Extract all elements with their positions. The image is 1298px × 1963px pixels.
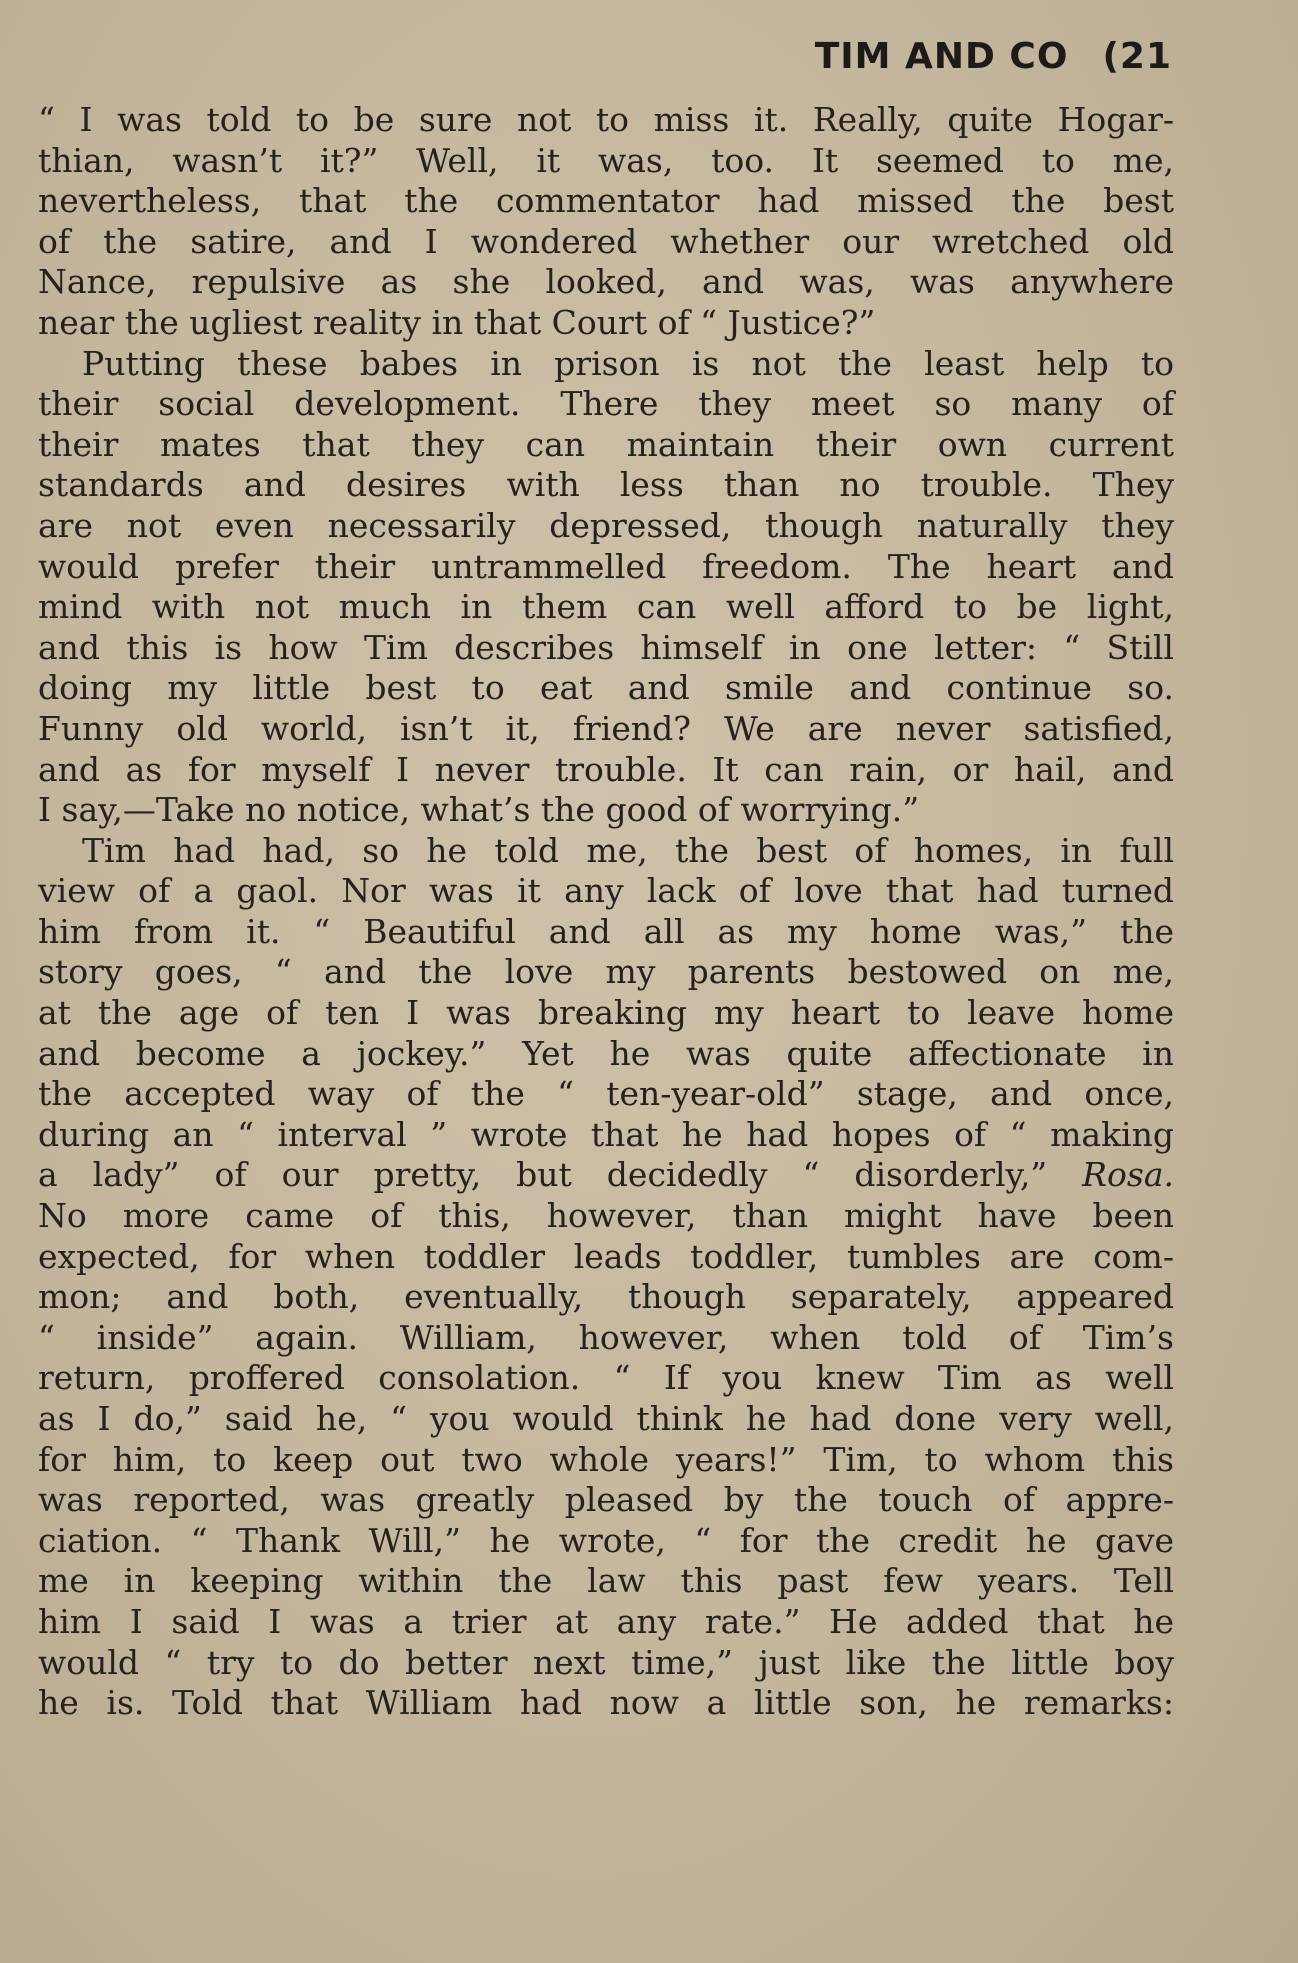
text-line: Putting these babes in prison is not the least help to — [82, 343, 1174, 383]
text-line: and this is how Tim describes himself in one letter: “ Still — [38, 627, 1174, 667]
text-line: he is. Told that William had now a little son, he remarks: — [38, 1683, 1174, 1723]
text-line: their social development. There they meet so many of — [38, 384, 1174, 424]
text-line: of the satire, and I wondered whether our wretched old — [38, 221, 1174, 261]
text-line: “ inside” again. William, however, when told of Tim’s — [38, 1317, 1174, 1357]
text-line: ciation. “ Thank Will,” he wrote, “ for the credit he gave — [38, 1520, 1174, 1560]
text-line: during an “ interval ” wrote that he had hopes of “ making — [38, 1114, 1174, 1154]
text-line: for him, to keep out two whole years!” Tim, to whom this — [38, 1439, 1174, 1479]
text-line: as I do,” said he, “ you would think he had done very well, — [38, 1399, 1174, 1438]
page-number: (21 — [1102, 36, 1172, 77]
paragraph-1 — [38, 100, 1174, 344]
text-line: doing my little best to eat and smile and continue so. — [38, 668, 1174, 708]
text-line: “ I was told to be sure not to miss it. Really, quite Hogar- — [38, 100, 1174, 139]
paragraph-3 — [38, 831, 1174, 1724]
text-line: him from it. “ Beautiful and all as my home was,” the — [38, 911, 1174, 951]
body-text — [38, 100, 1174, 1724]
text-line: near the ugliest reality in that Court of “ Justice?” — [38, 302, 876, 342]
text-line: and as for myself I never trouble. It can rain, or hail, and — [38, 749, 1174, 789]
text-line: him I said I was a trier at any rate.” He added that he — [38, 1601, 1174, 1641]
text-line: thian, wasn’t it?” Well, it was, too. It seemed to me, — [38, 140, 1174, 180]
text-line: standards and desires with less than no trouble. They — [38, 465, 1174, 505]
text-line: their mates that they can maintain their own current — [38, 424, 1174, 464]
running-title: TIM AND CO — [814, 36, 1069, 77]
text-line: would “ try to do better next time,” just like the little boy — [38, 1642, 1174, 1682]
text-line: mon; and both, eventually, though separately, appeared — [38, 1277, 1174, 1317]
text-segment: a lady” of our pretty, but decidedly “ disorderly,” — [38, 1155, 1083, 1195]
text-line: the accepted way of the “ ten-year-old” stage, and once, — [38, 1074, 1174, 1114]
text-line: No more came of this, however, than might have been — [38, 1196, 1174, 1236]
text-line: I say,—Take no notice, what’s the good of worrying.” — [38, 790, 920, 830]
text-line: expected, for when toddler leads toddler, tumbles are com- — [38, 1236, 1174, 1276]
text-line: at the age of ten I was breaking my heart to leave home — [38, 993, 1174, 1033]
text-line: Funny old world, isn’t it, friend? We are never satisfied, — [38, 708, 1174, 748]
text-line: story goes, “ and the love my parents bestowed on me, — [38, 952, 1174, 992]
text-line: view of a gaol. Nor was it any lack of love that had turned — [38, 871, 1174, 911]
italic-name: Rosa. — [1082, 1155, 1174, 1195]
running-header — [815, 36, 1172, 77]
text-line: and become a jockey.” Yet he was quite affectionate in — [38, 1033, 1174, 1073]
text-line: would prefer their untrammelled freedom. The heart and — [38, 546, 1174, 586]
text-line: are not even necessarily depressed, though naturally they — [38, 505, 1174, 545]
text-line: return, proffered consolation. “ If you knew Tim as well — [38, 1358, 1174, 1398]
text-line: mind with not much in them can well afford to be light, — [38, 587, 1174, 627]
text-line: nevertheless, that the commentator had missed the best — [38, 181, 1174, 221]
text-line: Nance, repulsive as she looked, and was, was anywhere — [38, 262, 1174, 302]
text-line: was reported, was greatly pleased by the touch of appre- — [38, 1480, 1174, 1520]
text-line: me in keeping within the law this past few years. Tell — [38, 1561, 1174, 1601]
paragraph-2 — [38, 344, 1174, 831]
text-line-with-italic — [38, 1155, 1174, 1196]
text-line: Tim had had, so he told me, the best of homes, in full — [82, 830, 1174, 870]
